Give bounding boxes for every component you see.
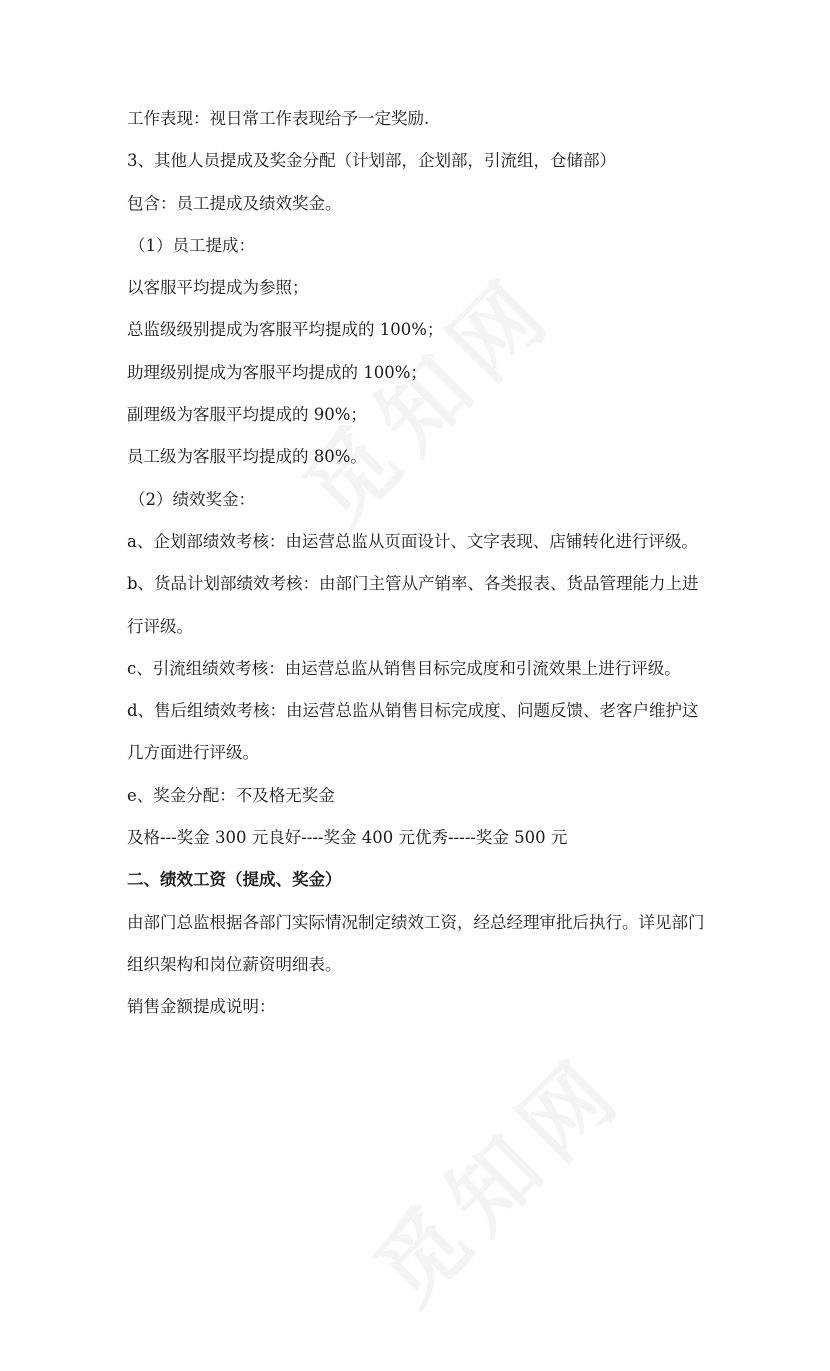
paragraph-sales-commission-note: 销售金额提成说明： (127, 997, 276, 1017)
paragraph-bonus-tiers: 及格---奖金 300 元良好----奖金 400 元优秀-----奖金 500 元 (127, 828, 568, 848)
watermark-bottom (309, 989, 691, 1371)
paragraph-goods-planning-dept: b、货品计划部绩效考核：由部门主管从产销率、各类报表、货品管理能力上进 (127, 574, 699, 594)
paragraph-goods-planning-dept-cont: 行评级。 (127, 616, 193, 636)
section-heading-performance-salary: 二、绩效工资（提成、奖金） (127, 870, 342, 890)
paragraph-deputy-level: 副理级为客服平均提成的 90%； (127, 405, 367, 425)
paragraph-staff-level: 员工级为客服平均提成的 80%。 (127, 447, 367, 467)
paragraph-salary-description: 由部门总监根据各部门实际情况制定绩效工资，经总经理审批后执行。详见部门 (127, 912, 705, 932)
paragraph-after-sales-group-cont: 几方面进行评级。 (127, 743, 259, 763)
paragraph-reference: 以客服平均提成为参照； (127, 278, 309, 298)
paragraph-traffic-group: c、引流组绩效考核：由运营总监从销售目标完成度和引流效果上进行评级。 (127, 658, 681, 678)
paragraph-work-performance: 工作表现：视日常工作表现给予一定奖励. (127, 109, 430, 128)
heading-other-staff-commission: 3、其他人员提成及奖金分配（计划部，企划部，引流组，仓储部） (127, 151, 616, 171)
paragraph-planning-dept: a、企划部绩效考核：由运营总监从页面设计、文字表现、店铺转化进行评级。 (127, 531, 698, 551)
paragraph-salary-description-cont: 组织架构和岗位薪资明细表。 (127, 954, 342, 974)
document-body (127, 108, 727, 1039)
paragraph-includes: 包含：员工提成及绩效奖金。 (127, 193, 342, 213)
subheading-performance-bonus: （2）绩效奖金： (129, 489, 255, 509)
paragraph-director-level: 总监级级别提成为客服平均提成的 100%； (127, 320, 444, 340)
paragraph-assistant-level: 助理级别提成为客服平均提成的 100%； (127, 362, 427, 382)
subheading-staff-commission: （1）员工提成： (129, 235, 255, 255)
paragraph-bonus-distribution: e、奖金分配：不及格无奖金 (127, 785, 335, 805)
paragraph-after-sales-group: d、售后组绩效考核：由运营总监从销售目标完成度、问题反馈、老客户维护这 (127, 701, 699, 721)
